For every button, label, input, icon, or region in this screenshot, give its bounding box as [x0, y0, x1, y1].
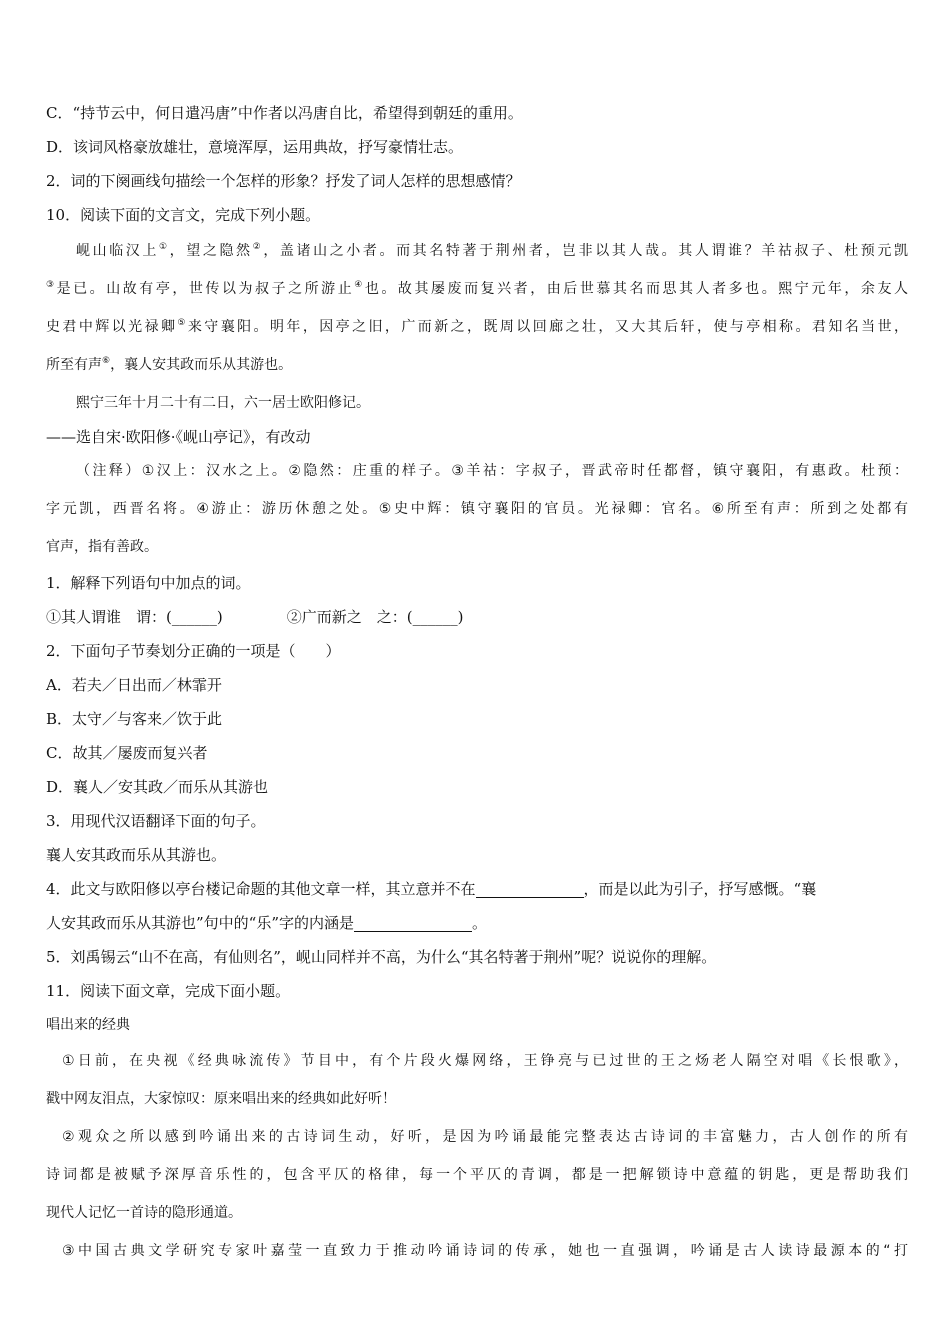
- answer-blank-1[interactable]: ______: [171, 608, 217, 626]
- q10-subquestion-5: 5．刘禹锡云“山不在高，有仙则名”，岘山同样并不高，为什么“其名特著于荆州”呢？说说你的理解。: [46, 948, 717, 966]
- q10-subquestion-4-line-1: 4．此文与欧阳修以亭台楼记命题的其他文章一样，其立意并不在 ，而是以此为引子，抒写感慨。“襄: [46, 880, 817, 898]
- q10-subquestion-3: 3．用现代汉语翻译下面的句子。: [46, 812, 266, 830]
- article-p1-line-2: 戳中网友泪点，大家惊叹：原来唱出来的经典如此好听！: [46, 1091, 396, 1107]
- footnote-mark: ③: [46, 280, 57, 290]
- passage-line-4: 所至有声⑥，襄人安其政而乐从其游也。: [46, 356, 293, 373]
- q10-subquestion-2: 2．下面句子节奏划分正确的一项是（ ）: [46, 642, 341, 660]
- footnote-mark: ⑥: [102, 356, 111, 366]
- passage-notes: [46, 452, 908, 566]
- q9-option-d: D．该词风格豪放雄壮，意境浑厚，运用典故，抒写豪情壮志。: [46, 138, 464, 156]
- answer-blank-4[interactable]: [354, 914, 472, 932]
- answer-blank-3[interactable]: [476, 880, 584, 898]
- q11-heading: 11．阅读下面文章，完成下面小题。: [46, 982, 291, 1000]
- q10-subquestion-1: 1．解释下列语句中加点的词。: [46, 574, 251, 592]
- passage-source: ——选自宋·欧阳修·《岘山亭记》，有改动: [46, 428, 311, 446]
- notes-line-1: （注释）①汉上：汉水之上。②隐然：庄重的样子。③羊祜：字叔子，晋武帝时任都督，镇守襄阳，有惠政。杜预：: [76, 463, 908, 479]
- q10-option-d: D．襄人／安其政／而乐从其游也: [46, 778, 269, 796]
- article-p2-line-2: 诗词都是被赋予深厚音乐性的，包含平仄的格律，每一个平仄的青调，都是一把解锁诗中意蕴的钥匙，更是帮助我们: [46, 1167, 908, 1183]
- q10-sub3-sentence: 襄人安其政而乐从其游也。: [46, 846, 227, 864]
- q9-option-c: C．“持节云中，何日遣冯唐”中作者以冯唐自比，希望得到朝廷的重用。: [46, 104, 523, 122]
- footnote-mark: ④: [354, 280, 365, 290]
- article-p3-line-1: ③中国古典文学研究专家叶嘉莹一直致力于推动吟诵诗词的传承，她也一直强调，吟诵是古人读诗最源本的“打: [62, 1243, 908, 1259]
- q10-option-a: A．若夫／日出而／林霏开: [46, 676, 222, 694]
- footnote-mark: ①: [158, 242, 170, 252]
- article-p2-line-3: 现代人记忆一首诗的隐形通道。: [46, 1205, 242, 1221]
- notes-line-3: 官声，指有善政。: [46, 539, 158, 555]
- answer-blank-2[interactable]: ______: [412, 608, 458, 626]
- article-p2-line-1: ②观众之所以感到吟诵出来的古诗词生动，好听，是因为吟诵最能完整表达古诗词的丰富魅力，古人创作的所有: [62, 1129, 908, 1145]
- document-page: [46, 96, 908, 1270]
- q10-subquestion-4-line-2: 人安其政而乐从其游也”句中的“乐”字的内涵是 。: [46, 914, 488, 932]
- q10-option-b: B．太守／与客来／饮于此: [46, 710, 223, 728]
- footnote-mark: ⑤: [177, 318, 188, 328]
- article-p1-line-1: ①日前，在央视《经典咏流传》节目中，有个片段火爆网络，王铮亮与已过世的王之炀老人隔空对唱《长恨歌》，: [62, 1053, 908, 1069]
- article-body: [46, 1042, 908, 1270]
- notes-line-2: 字元凯，西晋名将。④游止：游历休憩之处。⑤史中辉：镇守襄阳的官员。光禄卿：官名。⑥所至有声：所到之处都有: [46, 501, 908, 517]
- q10-passage: [46, 232, 908, 422]
- article-title: 唱出来的经典: [46, 1017, 130, 1033]
- passage-line-2: ③是已。山故有亭，世传以为叔子之所游止④也。故其屡废而复兴者，由后世慕其名而思其人者多也。熙宁元年，余友人: [46, 280, 908, 297]
- passage-line-3: 史君中辉以光禄卿⑤来守襄阳。明年，因亭之旧，广而新之，既周以回廊之壮，又大其后轩，使与亭相称。君知名当世，: [46, 318, 909, 335]
- q10-heading: 10．阅读下面的文言文，完成下列小题。: [46, 206, 321, 224]
- q10-option-c: C．故其／屡废而复兴者: [46, 744, 208, 762]
- footnote-mark: ②: [252, 242, 264, 252]
- passage-line-1: 岘山临汉上①，望之隐然②，盖诸山之小者。而其名特著于荆州者，岂非以其人哉。其人谓谁？羊祜叔子、杜预元凯: [76, 242, 908, 259]
- q10-sub1-items: ①其人谓谁 谓：(______) ②广而新之 之：(______): [46, 608, 464, 626]
- q9-subquestion-2: 2．词的下阕画线句描绘一个怎样的形象？抒发了词人怎样的思想感情？: [46, 172, 521, 190]
- passage-date: 熙宁三年十月二十有二日，六一居士欧阳修记。: [76, 395, 370, 411]
